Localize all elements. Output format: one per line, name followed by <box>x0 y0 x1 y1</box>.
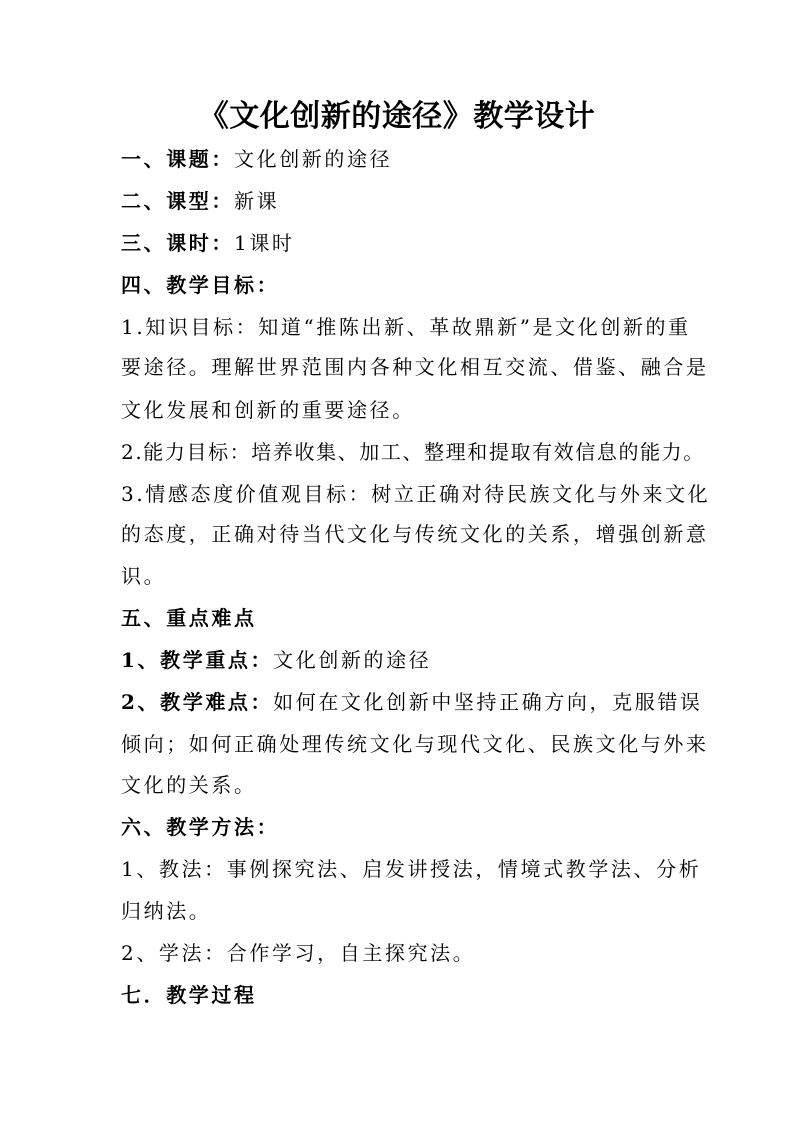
label-class-hours: 三、课时： <box>121 231 234 255</box>
heading-methods: 六、教学方法： <box>121 815 280 839</box>
value-difficulty: 如何在文化创新中坚持正确方向，克服错误 <box>273 690 703 714</box>
paragraph-line: 文化的关系。 <box>121 773 257 797</box>
paragraph-line: 2.能力目标：培养收集、加工、整理和提取有效信息的能力。 <box>121 440 705 464</box>
label-course-type: 二、课型： <box>121 189 234 213</box>
heading-objectives: 四、教学目标： <box>121 273 280 297</box>
label-topic: 一、课题： <box>121 147 234 171</box>
value-course-type: 新课 <box>234 189 280 213</box>
paragraph-line: 的态度，正确对待当代文化与传统文化的关系，增强创新意 <box>121 522 709 546</box>
document-title: 《文化创新的途径》教学设计 <box>198 99 596 134</box>
paragraph-line: 1.知识目标：知道“推陈出新、革故鼎新”是文化创新的重 <box>121 315 691 339</box>
label-key-point: 1、教学重点： <box>121 648 274 672</box>
line-class-hours <box>121 229 681 257</box>
paragraph-line: 识。 <box>121 564 167 588</box>
value-class-hours: 1课时 <box>234 231 295 255</box>
value-topic: 文化创新的途径 <box>234 147 393 171</box>
line-course-type <box>121 187 681 215</box>
value-key-point: 文化创新的途径 <box>273 648 432 672</box>
line-topic <box>121 145 681 173</box>
paragraph-line: 归纳法。 <box>121 899 212 923</box>
paragraph-line: 文化发展和创新的重要途径。 <box>121 398 415 422</box>
paragraph-line: 要途径。理解世界范围内各种文化相互交流、借鉴、融合是 <box>121 355 709 379</box>
paragraph-line: 1、教法：事例探究法、启发讲授法，情境式教学法、分析 <box>121 857 702 881</box>
line-difficulty <box>121 688 703 716</box>
heading-process: 七．教学过程 <box>121 983 257 1007</box>
paragraph-line: 倾向；如何正确处理传统文化与现代文化、民族文化与外来 <box>121 732 709 756</box>
line-key-point <box>121 646 681 674</box>
heading-key-points: 五、重点难点 <box>121 606 257 630</box>
paragraph-line: 3.情感态度价值观目标：树立正确对待民族文化与外来文化 <box>121 482 711 506</box>
label-difficulty: 2、教学难点： <box>121 690 274 714</box>
paragraph-line: 2、学法：合作学习，自主探究法。 <box>121 941 476 965</box>
